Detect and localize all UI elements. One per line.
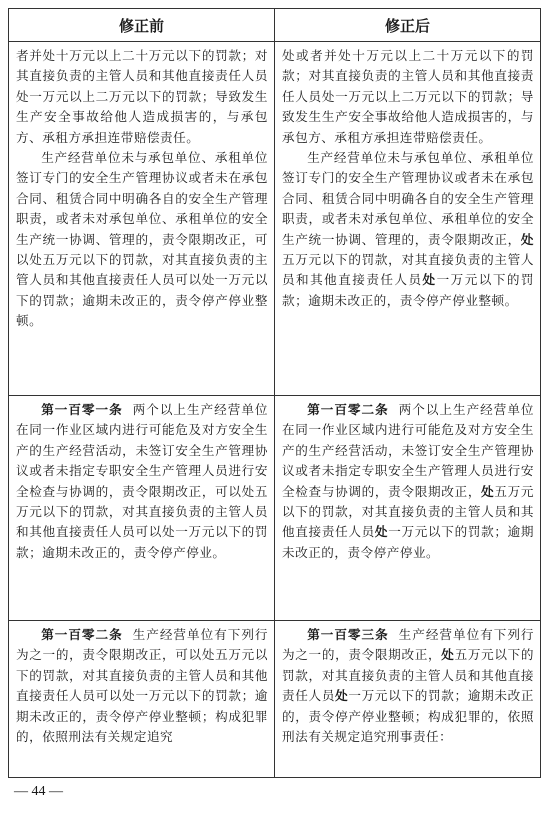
column-header-after: 修正后 <box>275 9 541 42</box>
cell-after <box>275 42 541 396</box>
article-number: 第一百零二条 <box>307 402 389 417</box>
paragraph <box>282 148 534 311</box>
article-number: 第一百零一条 <box>41 402 123 417</box>
paragraph: 生产经营单位未与承包单位、承租单位签订专门的安全生产管理协议或者未在承包合同、租赁合同中明确各自的安全生产管理职责，或者未对承包单位、承租单位的安全生产统一协调、管理的，责令限期改正，可以处五万元以下的罚款，对其直接负责的主管人员和其他直接责任人员可以处一万元以下的罚款；逾期未改正的，责令停产停业整顿。 <box>16 150 268 329</box>
table-row <box>9 42 541 396</box>
table-row <box>9 621 541 778</box>
table-header-row <box>9 9 541 42</box>
revised-word: 处 <box>422 272 437 288</box>
revised-word: 处 <box>481 483 495 499</box>
text-run: 五万元以下的罚款，对其直接负责的主管人员和其他直接责任人员 <box>282 252 534 288</box>
cell-before <box>9 42 275 396</box>
text-run: 生产经营单位有下列行为之一的，责令限期改正， <box>282 627 535 663</box>
comparison-table <box>8 8 541 778</box>
text-run: 一万元以下的罚款；逾期未改正的，责令停产停业整顿。 <box>282 272 535 308</box>
paragraph <box>282 400 534 563</box>
article-number: 第一百零三条 <box>307 627 389 642</box>
paragraph: 者并处十万元以上二十万元以下的罚款；对其直接负责的主管人员和其他直接责任人员处一万元以上二万元以下的罚款；导致发生生产安全事故给他人造成损害的，与承包方、承租方承担连带赔偿责任。 <box>16 48 268 145</box>
article-number: 第一百零二条 <box>41 627 123 642</box>
revised-word: 处 <box>520 231 534 247</box>
text-run: 两个以上生产经营单位在同一作业区域内进行可能危及对方安全生产的生产经营活动，未签订安全生产管理协议或者未指定专职安全生产管理人员进行安全检查与协调的，责令限期改正，可以处五万元以下的罚款，对其直接负责的主管人员和其他直接责任人员可以处一万元以下的罚款；逾期未改正的，责令停产停业。 <box>16 402 269 560</box>
cell-before <box>9 396 275 621</box>
paragraph: 处或者并处十万元以上二十万元以下的罚款；对其直接负责的主管人员和其他直接责任人员处一万元以上二万元以下的罚款；导致发生生产安全事故给他人造成损害的，与承包方、承租方承担连带赔偿责任。 <box>282 48 534 145</box>
text-run: 生产经营单位未与承包单位、承租单位签订专门的安全生产管理协议或者未在承包合同、租赁合同中明确各自的安全生产管理职责，或者未对承包单位、承租单位的安全生产统一协调、管理的，责令限期改正， <box>282 150 534 247</box>
paragraph <box>16 625 268 747</box>
column-header-before: 修正前 <box>9 9 275 42</box>
page-number: — 44 — <box>14 784 63 799</box>
text-run: 五万元以下的罚款，对其直接负责的主管人员和其他直接责任人员 <box>282 647 535 704</box>
cell-before <box>9 621 275 778</box>
text-run: 一万元以下的罚款；逾期未改正的，责令停产停业整顿；构成犯罪的，依照刑法有关规定追究刑事责任： <box>282 688 535 745</box>
text-run: 生产经营单位有下列行为之一的，责令限期改正，可以处五万元以下的罚款，对其直接负责的主管人员和其他直接责任人员可以处一万元以下的罚款；逾期未改正的，责令停产停业整顿；构成犯罪的，依照刑法有关规定追究 <box>16 627 269 745</box>
table-row <box>9 396 541 621</box>
revised-word: 处 <box>335 688 349 704</box>
text-run: 两个以上生产经营单位在同一作业区域内进行可能危及对方安全生产的生产经营活动，未签订安全生产管理协议或者未指定专职安全生产管理人员进行安全检查与协调的，责令限期改正， <box>282 402 535 499</box>
text-run: 一万元以下的罚款；逾期未改正的，责令停产停业。 <box>282 524 535 560</box>
revised-word: 处 <box>374 524 389 540</box>
cell-after <box>275 396 541 621</box>
paragraph <box>282 625 534 747</box>
paragraph <box>16 400 268 563</box>
cell-after <box>275 621 541 778</box>
text-run: 五万元以下的罚款，对其直接负责的主管人员和其他直接责任人员 <box>282 483 535 540</box>
revised-word: 处 <box>441 647 455 663</box>
